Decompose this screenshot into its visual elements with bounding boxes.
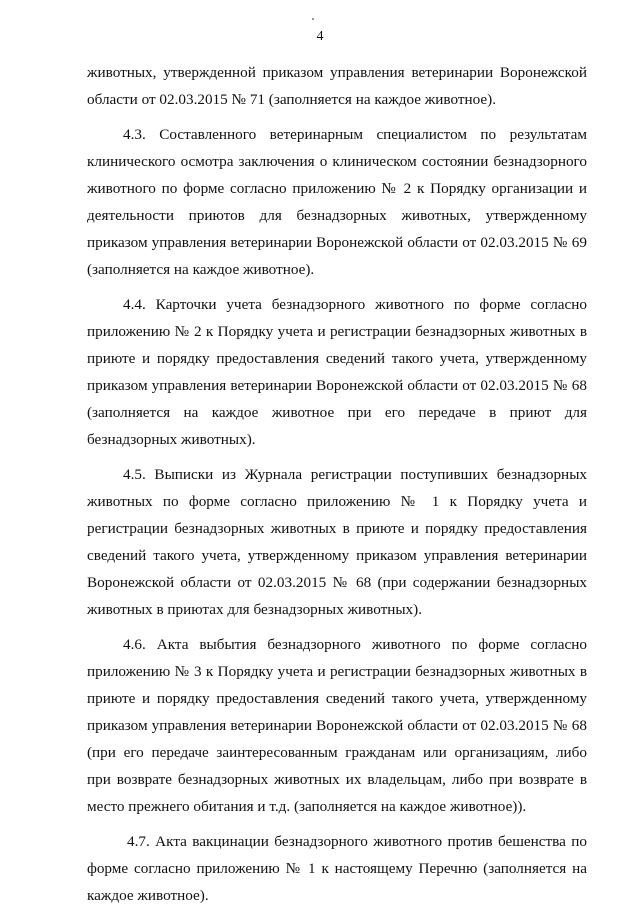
paragraph-item-4-4: 4.4. Карточки учета безнадзорного животного по форме согласно приложению № 2 к Порядку учета и регистрации безнадзорных животных в приюте и порядку предоставления сведений такого учета, утвержденному приказом управления ветеринарии Воронежской области от 02.03.2015 № 68 (заполняется на каждое животное при его передаче в приют для безнадзорных животных). (87, 296, 587, 448)
document-body (87, 59, 587, 917)
paragraph-item-4-6: 4.6. Акта выбытия безнадзорного животного по форме согласно приложению № 3 к Порядку учета и регистрации безнадзорных животных в приюте и порядку предоставления сведений такого учета, утвержденному приказом управления ветеринарии Воронежской области от 02.03.2015 № 68 (при его передаче заинтересованным гражданам или организациям, либо при возврате безнадзорных животных их владельцам, либо при возврате в место прежнего обитания и т.д. (заполняется на каждое животное)). (87, 636, 587, 815)
paragraph-item-4-5: 4.5. Выписки из Журнала регистрации поступивших безнадзорных животных по форме согласно приложению № 1 к Порядку учета и регистрации безнадзорных животных в приюте и порядку предоставления сведений такого учета, утвержденному приказом управления ветеринарии Воронежской области от 02.03.2015 № 68 (при содержании безнадзорных животных в приютах для безнадзорных животных). (87, 466, 587, 618)
page-number: 4 (316, 29, 324, 44)
paragraph-item-4-3: 4.3. Составленного ветеринарным специалистом по результатам клинического осмотра заключения о клиническом состоянии безнадзорного животного по форме согласно приложению № 2 к Порядку организации и деятельности приютов для безнадзорных животных, утвержденному приказом управления ветеринарии Воронежской области от 02.03.2015 № 69 (заполняется на каждое животное). (87, 126, 587, 278)
scan-dot-mark (312, 18, 314, 20)
paragraph-item-4-7: 4.7. Акта вакцинации безнадзорного животного против бешенства по форме согласно приложению № 1 к настоящему Перечню (заполняется на каждое животное). (87, 833, 587, 904)
paragraph-continuation: животных, утвержденной приказом управления ветеринарии Воронежской области от 02.03.2015 № 71 (заполняется на каждое животное). (87, 64, 587, 108)
